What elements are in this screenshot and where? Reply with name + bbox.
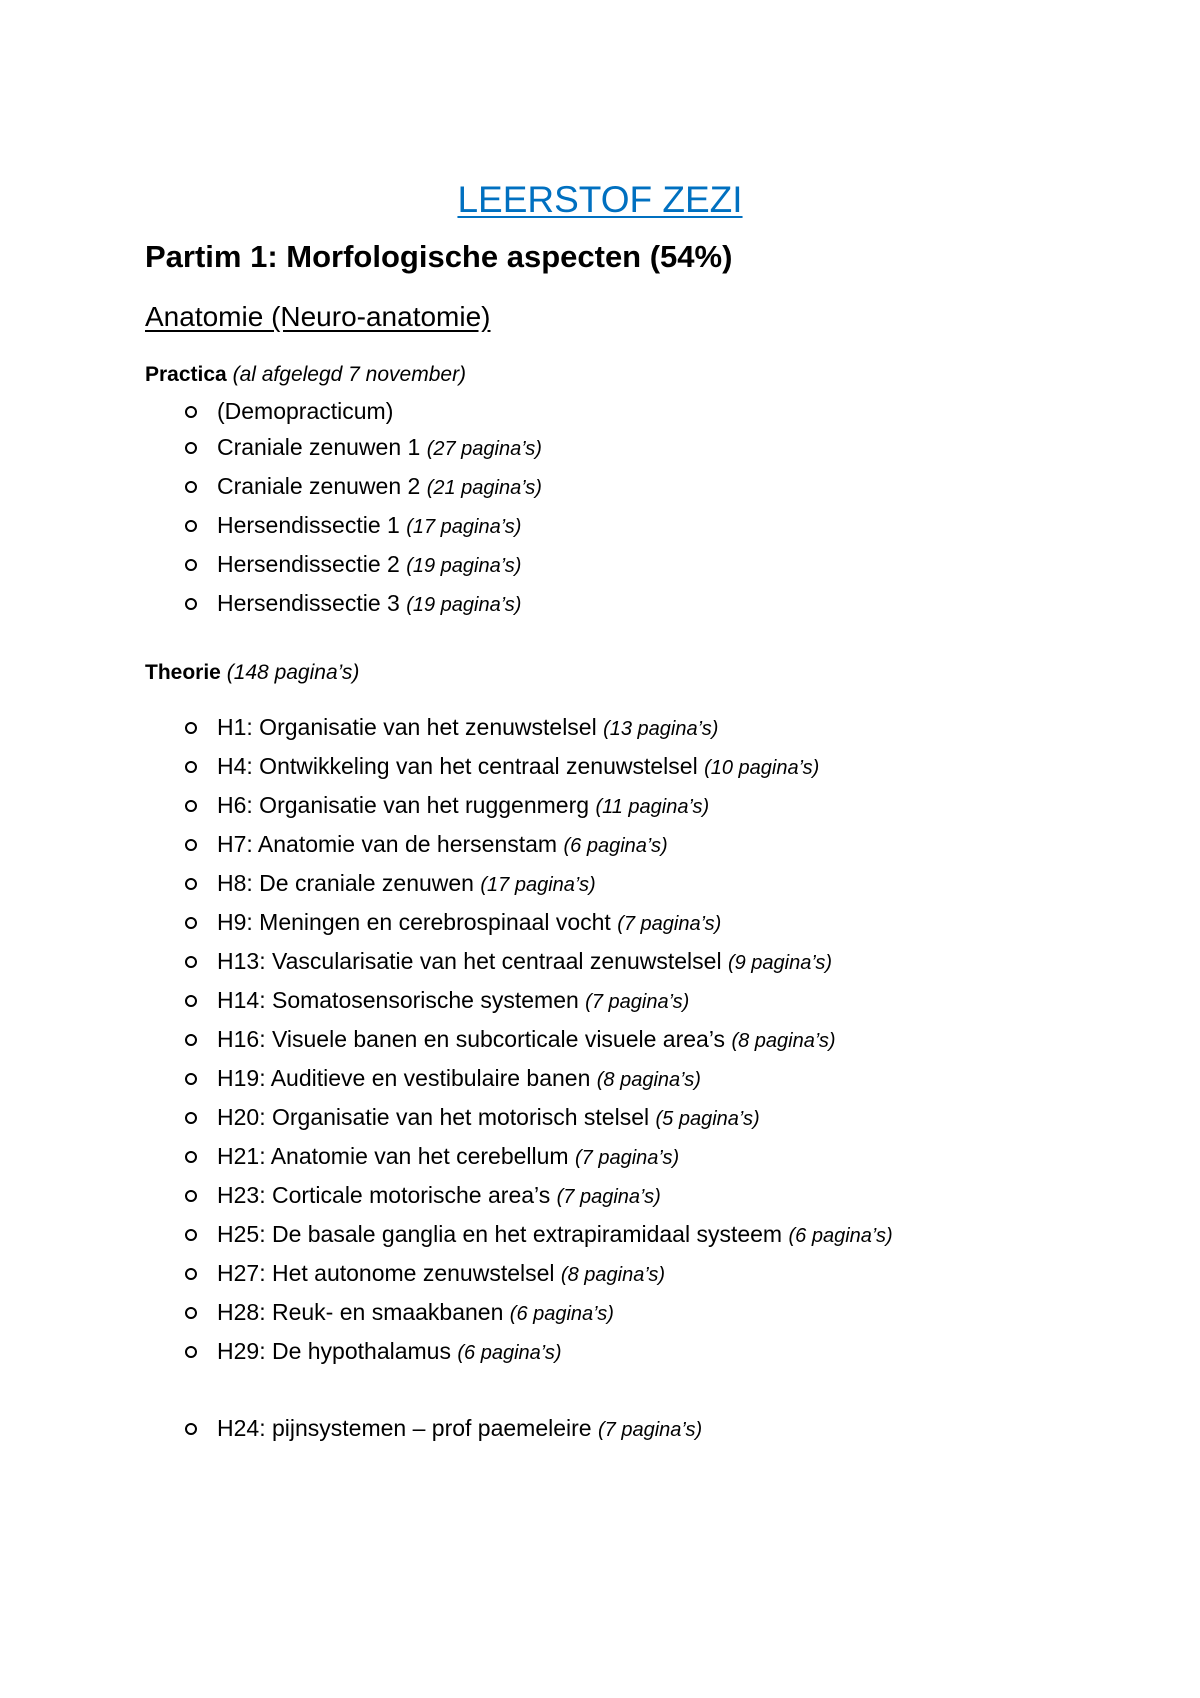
partim-heading: Partim 1: Morfologische aspecten (54%) (145, 239, 733, 274)
list-item-text (217, 511, 521, 541)
hollow-circle-bullet-icon (185, 520, 197, 532)
item-title: H8: De craniale zenuwen (217, 870, 474, 896)
list-item-text (217, 1220, 893, 1250)
list-item-text (217, 1142, 679, 1172)
hollow-circle-bullet-icon (185, 1229, 197, 1241)
item-title: Hersendissectie 2 (217, 551, 400, 577)
hollow-circle-bullet-icon (185, 442, 197, 454)
hollow-circle-bullet-icon (185, 995, 197, 1007)
item-page-count: (6 pagina’s) (509, 1303, 614, 1325)
practica-heading (145, 361, 466, 389)
item-title: H21: Anatomie van het cerebellum (217, 1143, 569, 1169)
item-title: H13: Vascularisatie van het centraal zenuwstelsel (217, 948, 722, 974)
list-item-text (217, 1181, 661, 1211)
list-item-text (217, 908, 721, 938)
list-item-text (217, 1337, 562, 1367)
hollow-circle-bullet-icon (185, 917, 197, 929)
list-item-text (217, 1064, 701, 1094)
theorie-heading (145, 659, 359, 687)
item-title: H19: Auditieve en vestibulaire banen (217, 1065, 591, 1091)
item-title: (Demopracticum) (217, 398, 394, 424)
list-item-text (217, 1414, 702, 1444)
item-page-count: (7 pagina’s) (585, 991, 690, 1013)
hollow-circle-bullet-icon (185, 1073, 197, 1085)
hollow-circle-bullet-icon (185, 1151, 197, 1163)
item-title: Craniale zenuwen 2 (217, 473, 421, 499)
item-page-count: (6 pagina’s) (788, 1225, 893, 1247)
list-item-text (217, 1259, 665, 1289)
item-page-count: (7 pagina’s) (574, 1147, 680, 1169)
list-item-text (217, 869, 596, 899)
hollow-circle-bullet-icon (185, 800, 197, 812)
item-title: Hersendissectie 1 (217, 512, 400, 538)
list-item-text (217, 397, 393, 425)
document-title: LEERSTOF ZEZI (457, 179, 743, 220)
item-page-count: (7 pagina’s) (617, 913, 722, 935)
item-page-count: (8 pagina’s) (731, 1030, 836, 1052)
hollow-circle-bullet-icon (185, 1112, 197, 1124)
item-page-count: (9 pagina’s) (727, 952, 833, 974)
list-item-text (217, 472, 542, 502)
hollow-circle-bullet-icon (185, 1423, 197, 1435)
hollow-circle-bullet-icon (185, 878, 197, 890)
item-page-count: (7 pagina’s) (597, 1419, 703, 1441)
list-item-text (217, 433, 542, 463)
list-item-text (217, 713, 718, 743)
hollow-circle-bullet-icon (185, 722, 197, 734)
list-item-text (217, 550, 521, 580)
item-title: H23: Corticale motorische area’s (217, 1182, 551, 1208)
hollow-circle-bullet-icon (185, 1034, 197, 1046)
item-title: Hersendissectie 3 (217, 590, 400, 616)
item-page-count: (8 pagina’s) (596, 1069, 701, 1091)
item-page-count: (6 pagina’s) (563, 835, 668, 857)
list-item-text (217, 1025, 836, 1055)
practica-note: (al afgelegd 7 november) (232, 363, 467, 386)
hollow-circle-bullet-icon (185, 1268, 197, 1280)
item-page-count: (13 pagina’s) (603, 718, 719, 740)
item-title: H4: Ontwikkeling van het centraal zenuwstelsel (217, 753, 698, 779)
item-page-count: (27 pagina’s) (426, 438, 542, 460)
item-title: H1: Organisatie van het zenuwstelsel (217, 714, 597, 740)
item-title: H28: Reuk- en smaakbanen (217, 1299, 504, 1325)
item-title: H25: De basale ganglia en het extrapiramidaal systeem (217, 1221, 783, 1247)
list-item-text (217, 1103, 760, 1133)
hollow-circle-bullet-icon (185, 761, 197, 773)
list-item-text (217, 1298, 614, 1328)
item-title: H6: Organisatie van het ruggenmerg (217, 792, 590, 818)
list-item-text (217, 986, 689, 1016)
item-page-count: (19 pagina’s) (406, 594, 522, 616)
list-item-text (217, 947, 832, 977)
item-page-count: (6 pagina’s) (457, 1342, 562, 1364)
item-page-count: (7 pagina’s) (556, 1186, 661, 1208)
hollow-circle-bullet-icon (185, 1346, 197, 1358)
item-title: H7: Anatomie van de hersenstam (217, 831, 558, 857)
hollow-circle-bullet-icon (185, 1190, 197, 1202)
hollow-circle-bullet-icon (185, 598, 197, 610)
item-page-count: (21 pagina’s) (426, 477, 542, 499)
item-title: Craniale zenuwen 1 (217, 434, 421, 460)
item-title: H16: Visuele banen en subcorticale visuele area’s (217, 1026, 726, 1052)
list-item-text (217, 791, 709, 821)
theorie-label: Theorie (145, 661, 221, 684)
hollow-circle-bullet-icon (185, 481, 197, 493)
hollow-circle-bullet-icon (185, 406, 197, 418)
item-title: H24: pijnsystemen – prof paemeleire (217, 1415, 592, 1441)
list-item-text (217, 589, 521, 619)
item-page-count: (11 pagina’s) (595, 796, 710, 818)
subject-heading: Anatomie (Neuro-anatomie) (145, 301, 491, 332)
item-page-count: (5 pagina’s) (655, 1108, 760, 1130)
list-item-text (217, 752, 819, 782)
item-page-count: (17 pagina’s) (480, 874, 596, 896)
item-title: H29: De hypothalamus (217, 1338, 451, 1364)
item-title: H20: Organisatie van het motorisch stelsel (217, 1104, 650, 1130)
hollow-circle-bullet-icon (185, 559, 197, 571)
practica-label: Practica (145, 363, 227, 386)
item-page-count: (17 pagina’s) (406, 516, 522, 538)
list-item-text (217, 830, 668, 860)
item-page-count: (19 pagina’s) (406, 555, 522, 577)
hollow-circle-bullet-icon (185, 956, 197, 968)
item-page-count: (10 pagina’s) (704, 757, 820, 779)
item-title: H27: Het autonome zenuwstelsel (217, 1260, 555, 1286)
item-title: H14: Somatosensorische systemen (217, 987, 579, 1013)
item-page-count: (8 pagina’s) (560, 1264, 666, 1286)
hollow-circle-bullet-icon (185, 1307, 197, 1319)
theorie-note: (148 pagina’s) (226, 661, 360, 684)
item-title: H9: Meningen en cerebrospinaal vocht (217, 909, 611, 935)
hollow-circle-bullet-icon (185, 839, 197, 851)
